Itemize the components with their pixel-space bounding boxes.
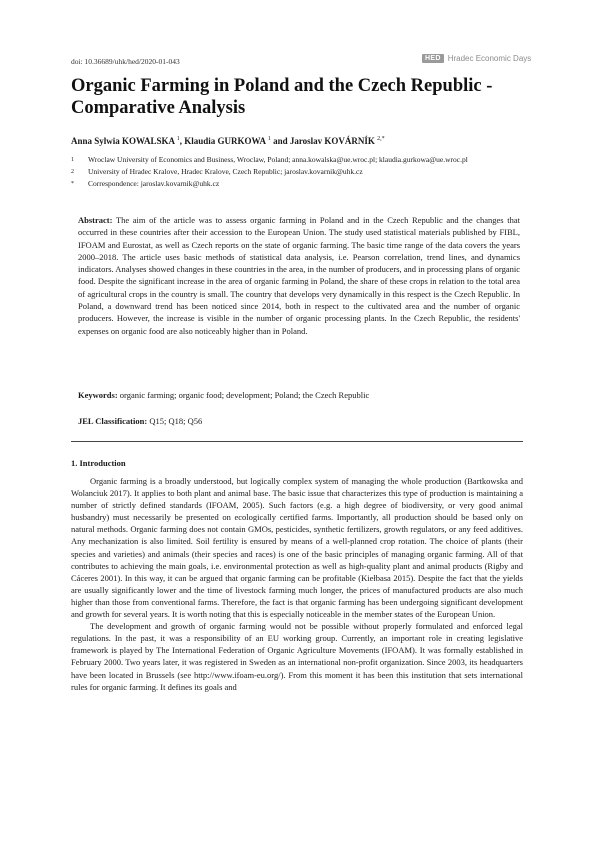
author-sup: 2,* (377, 136, 385, 142)
author-name: Jaroslav KOVÁRNÍK (289, 136, 375, 146)
conference-badge (422, 54, 531, 63)
affiliation-text: Correspondence: jaroslav.kovarnik@uhk.cz (88, 179, 220, 188)
affiliation-number: 2 (71, 169, 74, 175)
paragraph: Organic farming is a broadly understood, but logically complex system of managing the whole production (Bartkowska and Wolanciuk 2017). It applies to both plant and animal base. The basic issue that characterizes this type of production is maintaining a number of strictly defined standards (IFOAM, 2005). Such factors (e.g. a high degree of biodiversity, or very good animal husbandry) must necessarily be presented on ecologically certified farms. Importantly, all production should be based only on natural methods. Organic farming does not contain GMOs, pesticides, synthetic fertilizers, growth regulators, or any feed additives. Any mechanization is also limited. Soil fertility is ensured by means of a well-planned crop rotation. The choice of plants (their species and varieties) and animals (their species and races) is one of the basic principles of managing organic farming. All of that contributes to achieving the main goals, i.e. environmental protection as well as high-quality plant and animal products (Rigby and Cáceres 2001). In this way, it can be argued that organic farming can be profitable (Kiełbasa 2015). Despite the fact that the yields are usually significantly lower and the time of livestock farming much longer, the prices of manufactured products are also much higher than those from conventional farms. Therefore, the fact is that organic farming has been undergoing significant development and growth for several years. It is worth noting that this is especially noticeable in the member states of the European Union. (71, 476, 523, 620)
body-text (71, 475, 523, 693)
jel-classification (78, 416, 202, 426)
jel-label: JEL Classification: (78, 416, 148, 426)
abstract-label: Abstract: (78, 215, 113, 225)
paper-title: Organic Farming in Poland and the Czech Republic - Comparative Analysis (71, 76, 493, 118)
authors (71, 136, 385, 146)
affiliation-number: 1 (71, 157, 74, 163)
keywords-text: organic farming; organic food; development; Poland; the Czech Republic (119, 390, 370, 400)
jel-text: Q15; Q18; Q56 (149, 416, 203, 426)
affiliation (71, 166, 531, 178)
author-sup: 1 (267, 136, 271, 142)
keywords (78, 390, 369, 400)
author-separator: , (179, 136, 183, 146)
affiliation (71, 178, 531, 190)
affiliation (71, 154, 531, 166)
author-name: Anna Sylwia KOWALSKA (71, 136, 175, 146)
affiliation-text: University of Hradec Kralove, Hradec Kralove, Czech Republic; jaroslav.kovarnik@uhk.cz (88, 167, 363, 176)
section-divider (71, 441, 523, 442)
affiliation-number: * (71, 181, 74, 187)
author-separator: and (273, 136, 288, 146)
doi: doi: 10.36689/uhk/hed/2020-01-043 (71, 57, 180, 66)
keywords-label: Keywords: (78, 390, 118, 400)
section-heading: 1. Introduction (71, 458, 126, 468)
author-name: Klaudia GURKOWA (184, 136, 266, 146)
paragraph: The development and growth of organic farming would not be possible without properly formulated and enforced legal regulations. In the past, it was a responsibility of an EU working group. Currently, an important role in creating legislative framework is played by The International Federation of Organic Agriculture Movements (IFOAM). It was formally established in February 2000. Two years later, it was registered in Sweden as an international non-profit organization. Since 2003, its headquarters have been located in Brussels (see http://www.ifoam-eu.org/). From this moment it has been this institution that sets international rules for organic farming. It defines its goals and (71, 621, 523, 692)
abstract (78, 214, 520, 337)
author-sup: 1 (176, 136, 180, 142)
affiliation-text: Wroclaw University of Economics and Business, Wroclaw, Poland; anna.kowalska@ue.wroc.pl; klaudia.gurkowa@ue.wroc.pl (88, 155, 468, 164)
hed-logo: HED (422, 54, 444, 63)
conference-name: Hradec Economic Days (447, 54, 532, 63)
affiliations (71, 154, 531, 190)
abstract-text: The aim of the article was to assess organic farming in Poland and in the Czech Republic and the changes that occurred in these countries after their accession to the European Union. The study used statistical materials published by FIBL, IFOAM and Eurostat, as well as Czech reports on the state of organic farming. The basic time range of the data covers the years 2000–2018. The article uses basic methods of statistical data analysis, i.e. Pearson correlation, trend lines, and dynamics indicators. Analyses showed changes in these countries in the area, in the number of producers, and in processing plans of organic food. Despite the significant increase in the area of organic farming in Poland, the share of these crops in relation to the total area of agricultural crops in the country is small. The country that develops very dynamically in this respect is the Czech Republic. In Poland, a downward trend has been noticed since 2014, both in respect to the cultivated area and the number of organic producers. However, the increase is visible in the number of organic processing plants. In the Czech Republic, the residents' expenses on organic food are also noticeably higher than in Poland. (78, 215, 520, 336)
